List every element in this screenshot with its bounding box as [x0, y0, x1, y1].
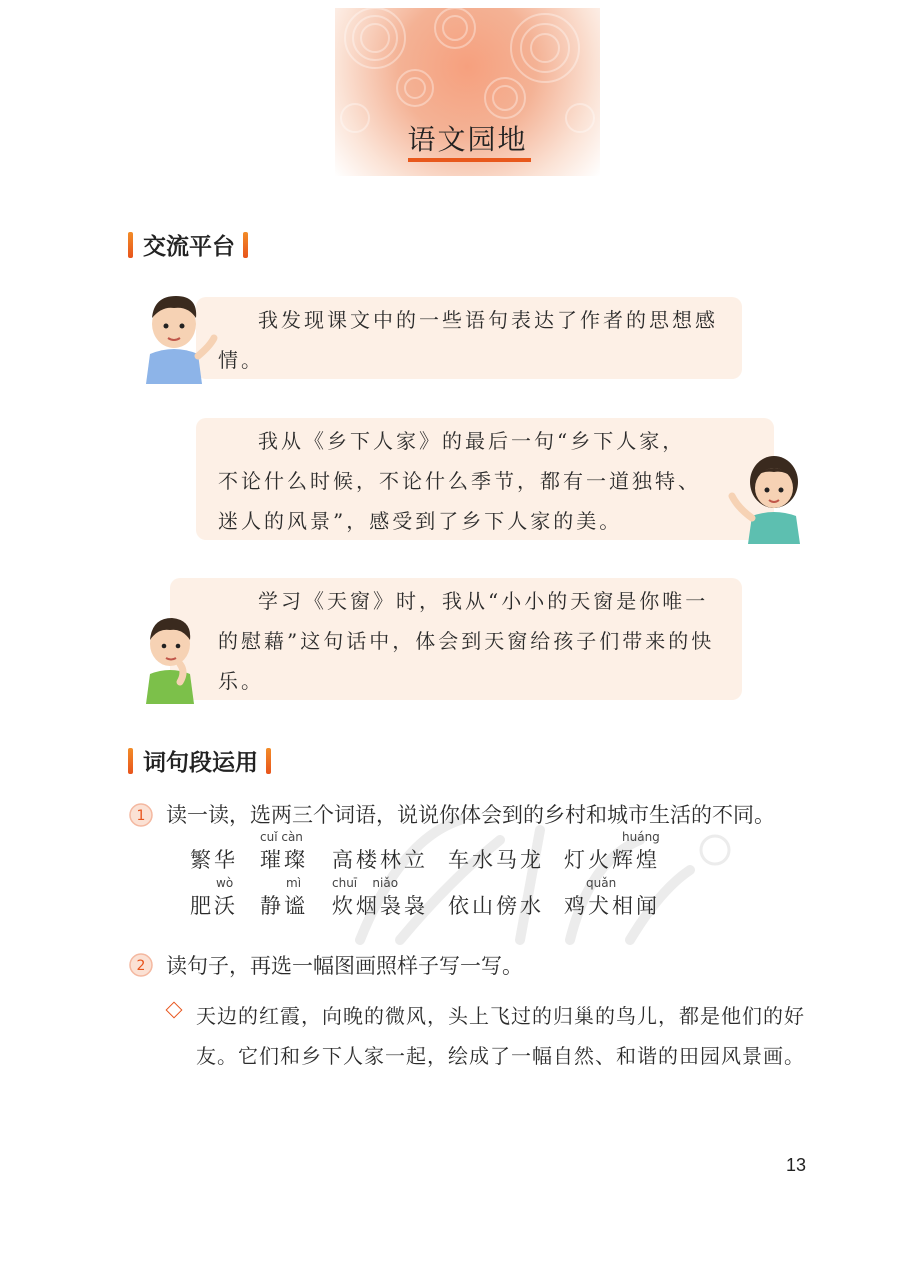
- word-item: 璀璨: [260, 848, 308, 872]
- bubble-2-text: 我从《乡下人家》的最后一句“乡下人家，不论什么时候，不论什么季节，都有一道独特、迷人的风景”，感受到了乡下人家的美。: [218, 429, 701, 533]
- exercise-1-instruction: 读一读，选两三个词语，说说你体会到的乡村和城市生活的不同。: [166, 803, 775, 827]
- diamond-bullet-icon: [166, 1002, 183, 1019]
- section-bar-right: [243, 232, 248, 258]
- word-pinyin: chuī niǎo: [332, 876, 399, 890]
- svg-text:2: 2: [136, 958, 146, 974]
- exercise-2-number-icon: [128, 952, 154, 978]
- word-pinyin: huáng: [622, 830, 660, 844]
- bubble-1-text: 我发现课文中的一些语句表达了作者的思想感情。: [218, 308, 718, 372]
- section-bar-left: [128, 748, 133, 774]
- title-underline: [408, 158, 531, 162]
- word-row-1: [190, 830, 710, 876]
- exercise-1-number-icon: [128, 802, 154, 828]
- word-grid: [190, 830, 710, 922]
- word-pinyin: cuǐ càn: [260, 830, 303, 844]
- word-row-2: [190, 876, 710, 922]
- section-words-heading: [128, 744, 271, 777]
- word-item: 高楼林立: [332, 848, 428, 872]
- word-item: 繁华: [190, 848, 238, 872]
- word-item: 车水马龙: [448, 848, 544, 872]
- word-pinyin: quǎn: [586, 876, 617, 890]
- speech-bubble-3: [170, 578, 742, 700]
- girl-avatar-icon: [724, 448, 808, 544]
- boy-avatar-2-icon: [140, 612, 204, 704]
- word-item: 灯火辉煌: [564, 848, 660, 872]
- word-item: 鸡犬相闻: [564, 894, 660, 918]
- svg-text:1: 1: [136, 808, 146, 824]
- bubble-3-text: 学习《天窗》时，我从“小小的天窗是你唯一的慰藉”这句话中，体会到天窗给孩子们带来的快乐。: [218, 589, 715, 693]
- word-item: 肥沃: [190, 894, 238, 918]
- exercise-2-instruction: 读句子，再选一幅图画照样子写一写。: [166, 954, 523, 978]
- section-bar-right: [266, 748, 271, 774]
- section-words-title: 词句段运用: [143, 750, 258, 776]
- word-pinyin: mì: [286, 876, 302, 890]
- header-banner: [335, 8, 600, 176]
- section-bar-left: [128, 232, 133, 258]
- speech-bubble-1: [196, 297, 742, 379]
- word-pinyin: wò: [216, 876, 234, 890]
- boy-avatar-1-icon: [140, 288, 220, 384]
- section-exchange-heading: [128, 228, 248, 261]
- page-title: 语文园地: [407, 123, 528, 156]
- page-number: 13: [786, 1155, 807, 1175]
- word-item: 依山傍水: [448, 894, 544, 918]
- word-item: 静谧: [260, 894, 308, 918]
- word-item: 炊烟袅袅: [332, 894, 428, 918]
- section-exchange-title: 交流平台: [143, 234, 235, 260]
- example-paragraph: 天边的红霞，向晚的微风，头上飞过的归巢的鸟儿，都是他们的好友。它们和乡下人家一起，绘成了一幅自然、和谐的田园风景画。: [196, 1004, 805, 1068]
- speech-bubble-2: [196, 418, 774, 540]
